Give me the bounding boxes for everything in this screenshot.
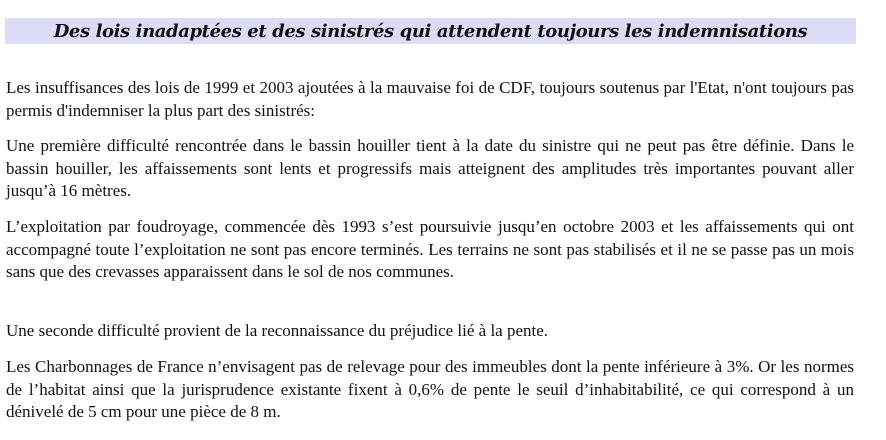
- paragraph-slope-standards: Les Charbonnages de France n’envisagent pas de relevage pour des immeubles dont la pente inférieure à 3%. Or les normes de l’habitat ainsi que la jurisprudence existante fixent à 0,6% de pente le seuil d’inhabitabilité, ce qui correspond à un dénivelé de 5 cm pour une pièce de 8 m.: [6, 357, 854, 421]
- title-banner: [5, 18, 856, 44]
- paragraph-exploitation: L’exploitation par foudroyage, commencée dès 1993 s’est poursuivie jusqu’en octobre 2003 et les affaissements qui ont accompagné toute l’exploitation ne sont pas encore terminés. Les terrains ne sont pas stabilisés et il ne se passe pas un mois sans que des crevasses apparaissent dans le sol de nos communes.: [6, 217, 854, 281]
- paragraph-intro: Les insuffisances des lois de 1999 et 2003 ajoutées à la mauvaise foi de CDF, toujours soutenus par l'Etat, n'ont toujours pas permis d'indemniser la plus part des sinistrés:: [6, 78, 854, 120]
- paragraph-first-difficulty: Une première difficulté rencontrée dans le bassin houiller tient à la date du sinistre qui ne peut pas être définie. Dans le bassin houiller, les affaissements sont lents et progressifs mais atteignent des amplitudes très importantes pouvant aller jusqu’à 16 mètres.: [6, 136, 854, 200]
- paragraph-second-difficulty: Une seconde difficulté provient de la reconnaissance du préjudice lié à la pente.: [6, 321, 549, 340]
- document-title: Des lois inadaptées et des sinistrés qui attendent toujours les indemnisations: [53, 20, 808, 42]
